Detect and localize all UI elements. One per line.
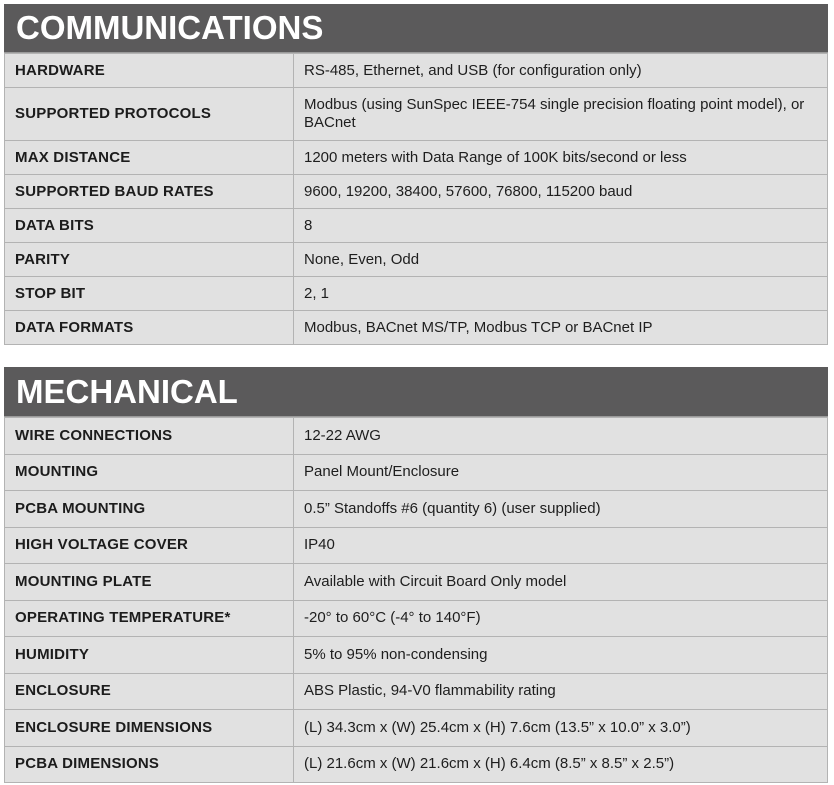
row-label: MOUNTING [5, 454, 294, 491]
table-row [5, 491, 828, 528]
table-row [5, 564, 828, 601]
table-row [5, 243, 828, 277]
table-row [5, 746, 828, 783]
row-value: ABS Plastic, 94-V0 flammability rating [294, 673, 828, 710]
table-row [5, 88, 828, 141]
row-label: PCBA DIMENSIONS [5, 746, 294, 783]
table-row [5, 175, 828, 209]
row-label: HUMIDITY [5, 637, 294, 674]
row-value: None, Even, Odd [294, 243, 828, 277]
table-row [5, 454, 828, 491]
table-row [5, 673, 828, 710]
row-value: Modbus (using SunSpec IEEE-754 single precision floating point model), or BACnet [294, 88, 828, 141]
row-value: Modbus, BACnet MS/TP, Modbus TCP or BACnet IP [294, 311, 828, 345]
mechanical-table [4, 417, 828, 783]
row-label: ENCLOSURE [5, 673, 294, 710]
table-row [5, 311, 828, 345]
row-label: SUPPORTED BAUD RATES [5, 175, 294, 209]
table-row [5, 600, 828, 637]
table-row [5, 418, 828, 455]
row-value: 9600, 19200, 38400, 57600, 76800, 115200 baud [294, 175, 828, 209]
row-label: MAX DISTANCE [5, 141, 294, 175]
row-value: (L) 34.3cm x (W) 25.4cm x (H) 7.6cm (13.5” x 10.0” x 3.0”) [294, 710, 828, 747]
row-label: PARITY [5, 243, 294, 277]
row-label: HARDWARE [5, 54, 294, 88]
row-value: 5% to 95% non-condensing [294, 637, 828, 674]
communications-section [4, 4, 828, 345]
row-label: MOUNTING PLATE [5, 564, 294, 601]
table-row [5, 637, 828, 674]
row-label: OPERATING TEMPERATURE* [5, 600, 294, 637]
row-label: SUPPORTED PROTOCOLS [5, 88, 294, 141]
table-row [5, 54, 828, 88]
communications-title: COMMUNICATIONS [4, 4, 828, 53]
row-value: 2, 1 [294, 277, 828, 311]
row-label: ENCLOSURE DIMENSIONS [5, 710, 294, 747]
row-value: -20° to 60°C (-4° to 140°F) [294, 600, 828, 637]
row-value: RS-485, Ethernet, and USB (for configuration only) [294, 54, 828, 88]
table-row [5, 710, 828, 747]
row-value: Panel Mount/Enclosure [294, 454, 828, 491]
row-value: 1200 meters with Data Range of 100K bits/second or less [294, 141, 828, 175]
row-value: Available with Circuit Board Only model [294, 564, 828, 601]
table-row [5, 527, 828, 564]
row-value: (L) 21.6cm x (W) 21.6cm x (H) 6.4cm (8.5” x 8.5” x 2.5”) [294, 746, 828, 783]
row-label: PCBA MOUNTING [5, 491, 294, 528]
mechanical-title: MECHANICAL [4, 367, 828, 417]
table-row [5, 141, 828, 175]
row-label: STOP BIT [5, 277, 294, 311]
row-value: 12-22 AWG [294, 418, 828, 455]
row-value: IP40 [294, 527, 828, 564]
table-row [5, 277, 828, 311]
mechanical-section [4, 367, 828, 783]
row-label: DATA FORMATS [5, 311, 294, 345]
row-label: DATA BITS [5, 209, 294, 243]
table-row [5, 209, 828, 243]
row-value: 0.5” Standoffs #6 (quantity 6) (user supplied) [294, 491, 828, 528]
row-label: HIGH VOLTAGE COVER [5, 527, 294, 564]
row-label: WIRE CONNECTIONS [5, 418, 294, 455]
communications-table [4, 53, 828, 345]
row-value: 8 [294, 209, 828, 243]
